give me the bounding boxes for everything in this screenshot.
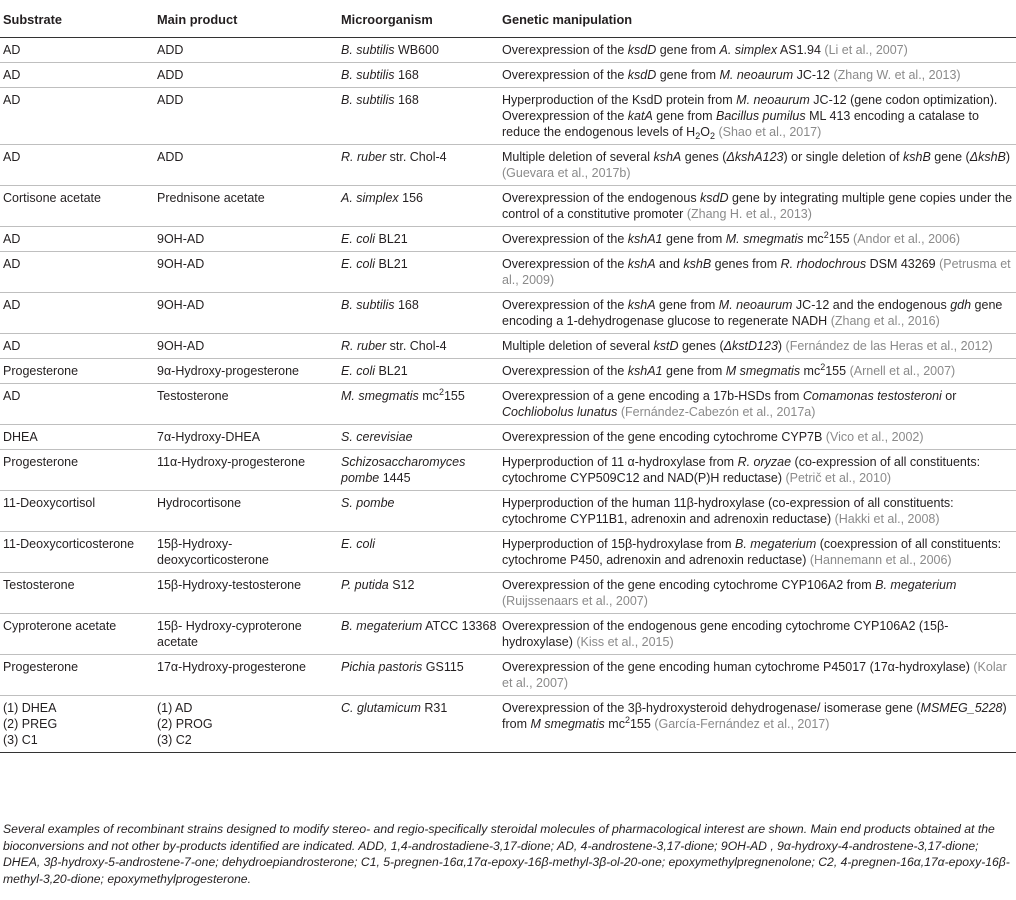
text-run: Overexpression of the endogenous gene encoding cytochrome CYP106A2 (15β-hydroxylase) — [502, 619, 949, 649]
product-cell: 9OH-AD — [154, 293, 338, 334]
substrate-cell: Cortisone acetate — [0, 186, 154, 227]
italic-text: A. simplex — [341, 191, 399, 205]
header-microorganism: Microorganism — [341, 12, 433, 27]
italic-text: kstD — [653, 339, 679, 353]
italic-text: M smegmatis — [530, 717, 605, 731]
italic-text: B. megaterium — [875, 578, 957, 592]
text-run: Hyperproduction of 15β-hydroxylase from — [502, 537, 735, 551]
microorganism-cell — [338, 614, 499, 655]
text-run: gene by integrating multiple gene copies under the control of a constitutive promoter — [502, 191, 1013, 221]
citation-link: (Li et al., 2007) — [824, 43, 908, 57]
table-body — [0, 38, 1016, 753]
substrate-cell: AD — [0, 63, 154, 88]
italic-text: kshB — [683, 257, 712, 271]
table-row — [0, 696, 1016, 753]
product-cell: 9OH-AD — [154, 252, 338, 293]
text-run: 155 — [825, 364, 850, 378]
microorganism-cell — [338, 252, 499, 293]
text-run: JC-12 — [793, 68, 834, 82]
superscript: 2 — [438, 387, 444, 397]
microorganism-cell — [338, 293, 499, 334]
genetic-manipulation-cell — [499, 532, 1016, 573]
text-run: WB600 — [394, 43, 439, 57]
substrate-cell: Progesterone — [0, 655, 154, 696]
header-substrate: Substrate — [3, 12, 63, 27]
citation-link: (Fernández de las Heras et al., 2012) — [785, 339, 993, 353]
text-run: S12 — [388, 578, 415, 592]
substrate-cell: AD — [0, 38, 154, 63]
microorganism-cell — [338, 186, 499, 227]
table-row — [0, 145, 1016, 186]
superscript: 2 — [823, 230, 829, 240]
substrate-cell: AD — [0, 384, 154, 425]
product-line: (1) AD — [157, 701, 193, 715]
text-run: Overexpression of a gene encoding a 17b-HSDs from — [502, 389, 803, 403]
table-row — [0, 227, 1016, 252]
italic-text: M. neoaurum — [719, 68, 794, 82]
table-footnote: Several examples of recombinant strains designed to modify stereo- and regio-specifically steroidal molecules of pharmacological interest are shown. Main end products obtained at the bioconversions and not other by-products identified are indicated. ADD, 1,4-androstadiene-3,17-dione; AD, 4-androstene-3,17-dione; 9OH-AD , 9α-hydroxy-4-androstene-3,17-dione; DHEA, 3β-hydroxy-5-androstene-7-one; dehydroepiandrosterone; C1, 5-pregnen-16α,17α-epoxy-16β-methyl-3β-ol-20-one; epoxymethylpregnenolone; C2, 4-pregnen-16α,17α-epoxy-16β-methyl-3,20-dione; epoxymethylprogesterone. — [3, 822, 1010, 886]
product-cell: 15β-Hydroxy-testosterone — [154, 573, 338, 614]
italic-text: S. pombe — [341, 496, 395, 510]
italic-text: B. subtilis — [341, 43, 395, 57]
citation-link: (Zhang W. et al., 2013) — [833, 68, 961, 82]
product-cell: 15β- Hydroxy-cyproterone acetate — [154, 614, 338, 655]
text-run: Overexpression of the gene encoding cytochrome CYP7B — [502, 430, 826, 444]
substrate-cell: AD — [0, 88, 154, 145]
table-row — [0, 334, 1016, 359]
italic-text: P. putida — [341, 578, 389, 592]
microorganism-cell — [338, 655, 499, 696]
italic-text: A. simplex — [719, 43, 778, 57]
text-run: mc — [418, 389, 439, 403]
italic-text: Cochliobolus lunatus — [502, 405, 618, 419]
genetic-manipulation-cell — [499, 573, 1016, 614]
citation-link: (Petrusma et al., 2009) — [502, 257, 1011, 287]
italic-text: M. smegmatis — [341, 389, 419, 403]
italic-text: kshA1 — [627, 232, 663, 246]
italic-text: kshA — [627, 298, 656, 312]
product-cell: 15β-Hydroxy-deoxycorticosterone — [154, 532, 338, 573]
text-run: gene encoding a 1-dehydrogenase glucose to regenerate NADH — [502, 298, 1003, 328]
text-run: genes ( — [681, 150, 727, 164]
text-run: mc — [604, 717, 625, 731]
table-row — [0, 88, 1016, 145]
genetic-manipulation-cell — [499, 696, 1016, 753]
genetic-manipulation-cell — [499, 252, 1016, 293]
text-run: O — [700, 125, 710, 139]
table-row — [0, 573, 1016, 614]
genetic-manipulation-cell — [499, 334, 1016, 359]
italic-text: ksdD — [627, 43, 657, 57]
text-run: gene from — [655, 298, 719, 312]
product-cell: 9OH-AD — [154, 334, 338, 359]
text-run: ATCC 13368 — [422, 619, 497, 633]
substrate-cell: AD — [0, 227, 154, 252]
genetic-manipulation-cell — [499, 145, 1016, 186]
genetic-manipulation-cell — [499, 359, 1016, 384]
italic-text: Comamonas testosteroni — [802, 389, 942, 403]
text-run: 155 — [629, 717, 655, 731]
microorganism-cell — [338, 450, 499, 491]
italic-text: Bacillus pumilus — [716, 109, 806, 123]
text-run: Multiple deletion of several — [502, 339, 654, 353]
citation-link: (Shao et al., 2017) — [718, 125, 822, 139]
genetic-manipulation-cell — [499, 186, 1016, 227]
text-run: ) from — [502, 701, 1007, 731]
text-run: DSM 43269 — [866, 257, 940, 271]
table-row — [0, 614, 1016, 655]
genetic-manipulation-cell — [499, 425, 1016, 450]
genetic-manipulation-cell — [499, 655, 1016, 696]
italic-text: ΔkstD123 — [723, 339, 778, 353]
italic-text: kshB — [903, 150, 931, 164]
text-run: Overexpression of the gene encoding human cytochrome P45017 (17α-hydroxylase) — [502, 660, 974, 674]
text-run: Overexpression of the 3β-hydroxysteroid dehydrogenase/ isomerase gene ( — [502, 701, 921, 715]
table-row — [0, 384, 1016, 425]
citation-link: (Hakki et al., 2008) — [834, 512, 940, 526]
substrate-cell: 11-Deoxycortisol — [0, 491, 154, 532]
text-run: ) — [777, 339, 786, 353]
citation-link: (Kolar et al., 2007) — [502, 660, 1007, 690]
italic-text: B. subtilis — [341, 68, 395, 82]
text-run: BL21 — [375, 257, 408, 271]
microorganism-cell — [338, 63, 499, 88]
genetic-manipulation-cell — [499, 38, 1016, 63]
text-run: 168 — [394, 93, 419, 107]
table-row — [0, 450, 1016, 491]
text-run: 155 — [443, 389, 465, 403]
text-run: or — [941, 389, 957, 403]
citation-link: (Zhang H. et al., 2013) — [686, 207, 812, 221]
italic-text: Pichia pastoris — [341, 660, 423, 674]
substrate-line: (2) PREG — [3, 717, 58, 731]
italic-text: M. neoaurum — [718, 298, 793, 312]
substrate-cell: Testosterone — [0, 573, 154, 614]
microorganism-cell — [338, 532, 499, 573]
substrate-cell: 11-Deoxycorticosterone — [0, 532, 154, 573]
substrate-cell: AD — [0, 334, 154, 359]
microorganism-cell — [338, 88, 499, 145]
superscript: 2 — [820, 362, 826, 372]
text-run: 155 — [828, 232, 854, 246]
product-cell: 11α-Hydroxy-progesterone — [154, 450, 338, 491]
microorganism-cell — [338, 696, 499, 753]
text-run: genes from — [711, 257, 781, 271]
italic-text: kshA — [627, 257, 656, 271]
italic-text: kshA1 — [627, 364, 663, 378]
text-run: gene from — [662, 364, 726, 378]
italic-text: ΔkshA123 — [726, 150, 784, 164]
text-run: BL21 — [375, 232, 408, 246]
text-run: and — [655, 257, 684, 271]
italic-text: R. ruber — [341, 150, 387, 164]
text-run: gene from — [662, 232, 726, 246]
italic-text: kshA — [653, 150, 682, 164]
genetic-manipulation-cell — [499, 491, 1016, 532]
microorganism-cell — [338, 491, 499, 532]
substrate-line: (1) DHEA — [3, 701, 57, 715]
italic-text: ksdD — [700, 191, 729, 205]
product-cell: 9OH-AD — [154, 227, 338, 252]
microorganism-cell — [338, 573, 499, 614]
text-run: Multiple deletion of several — [502, 150, 654, 164]
product-cell: Testosterone — [154, 384, 338, 425]
italic-text: B. megaterium — [341, 619, 423, 633]
text-run: gene from — [656, 43, 720, 57]
header-main-product: Main product — [157, 12, 238, 27]
table-row — [0, 655, 1016, 696]
italic-text: ΔkshB — [969, 150, 1006, 164]
table-header-row — [0, 0, 1016, 38]
product-cell — [154, 696, 338, 753]
text-run: gene ( — [930, 150, 970, 164]
italic-text: M. smegmatis — [725, 232, 804, 246]
substrate-cell: AD — [0, 252, 154, 293]
text-run: Overexpression of the — [502, 298, 628, 312]
text-run: Overexpression of the — [502, 257, 628, 271]
italic-text: R. rhodochrous — [780, 257, 867, 271]
table-row — [0, 425, 1016, 450]
table-row — [0, 63, 1016, 88]
text-run: 168 — [394, 68, 419, 82]
text-run: AS1.94 — [777, 43, 825, 57]
text-run: mc — [800, 364, 821, 378]
italic-text: gdh — [950, 298, 972, 312]
genetic-manipulation-cell — [499, 227, 1016, 252]
italic-text: M. neoaurum — [736, 93, 810, 107]
text-run: (co-expression of all constituents: cytochrome CYP509C12 and NAD(P)H reductase) — [502, 455, 981, 485]
product-cell: Prednisone acetate — [154, 186, 338, 227]
product-cell: ADD — [154, 63, 338, 88]
table-row — [0, 38, 1016, 63]
table-row — [0, 491, 1016, 532]
genetic-manipulation-cell — [499, 450, 1016, 491]
genetic-manipulation-cell — [499, 384, 1016, 425]
citation-link: (Andor et al., 2006) — [853, 232, 961, 246]
table-row — [0, 186, 1016, 227]
substrate-cell: Cyproterone acetate — [0, 614, 154, 655]
italic-text: B. subtilis — [341, 298, 395, 312]
italic-text: E. coli — [341, 232, 376, 246]
text-run: str. Chol-4 — [386, 339, 447, 353]
italic-text: M smegmatis — [725, 364, 801, 378]
genetic-manipulation-cell — [499, 88, 1016, 145]
text-run: R31 — [420, 701, 448, 715]
text-run: str. Chol-4 — [386, 150, 447, 164]
text-run: ) or single deletion of — [783, 150, 903, 164]
product-cell: 7α-Hydroxy-DHEA — [154, 425, 338, 450]
substrate-cell: AD — [0, 293, 154, 334]
italic-text: S. cerevisiae — [341, 430, 413, 444]
citation-link: (Guevara et al., 2017b) — [502, 166, 631, 180]
text-run: genes ( — [678, 339, 724, 353]
text-run: 1445 — [379, 471, 411, 485]
citation-link: (Petrič et al., 2010) — [785, 471, 892, 485]
citation-link: (Vico et al., 2002) — [825, 430, 924, 444]
italic-text: B. subtilis — [341, 93, 395, 107]
text-run: Overexpression of the endogenous — [502, 191, 701, 205]
text-run: Overexpression of the — [502, 364, 628, 378]
italic-text: Schizosaccharomyces pombe — [341, 455, 466, 485]
substrate-cell — [0, 696, 154, 753]
superscript: 2 — [624, 715, 630, 725]
italic-text: R. oryzae — [737, 455, 792, 469]
citation-link: (Ruijssenaars et al., 2007) — [502, 594, 648, 608]
text-run: Overexpression of the gene encoding cytochrome CYP106A2 from — [502, 578, 876, 592]
text-run: ) — [1005, 150, 1011, 164]
italic-text: C. glutamicum — [341, 701, 421, 715]
text-run: BL21 — [375, 364, 408, 378]
microorganism-cell — [338, 425, 499, 450]
italic-text: E. coli — [341, 257, 376, 271]
italic-text: R. ruber — [341, 339, 387, 353]
italic-text: MSMEG_5228 — [920, 701, 1003, 715]
text-run: gene from — [656, 68, 720, 82]
microorganism-cell — [338, 384, 499, 425]
italic-text: E. coli — [341, 537, 376, 551]
citation-link: (Hannemann et al., 2006) — [809, 553, 952, 567]
citation-link: (García-Fernández et al., 2017) — [654, 717, 830, 731]
genetic-manipulation-cell — [499, 63, 1016, 88]
microorganism-cell — [338, 334, 499, 359]
italic-text: ksdD — [627, 68, 657, 82]
citation-link: (Zhang et al., 2016) — [830, 314, 940, 328]
table-row — [0, 532, 1016, 573]
text-run: JC-12 (gene codon optimization). Overexpression of the — [502, 93, 998, 123]
italic-text: B. megaterium — [735, 537, 817, 551]
genetic-manipulation-cell — [499, 293, 1016, 334]
product-cell: ADD — [154, 38, 338, 63]
microorganism-cell — [338, 38, 499, 63]
substrate-line: (3) C1 — [3, 733, 38, 747]
text-run: Overexpression of the — [502, 43, 628, 57]
microorganism-cell — [338, 227, 499, 252]
product-cell: ADD — [154, 88, 338, 145]
text-run: Hyperproduction of 11 α-hydroxylase from — [502, 455, 738, 469]
italic-text: E. coli — [341, 364, 376, 378]
product-line: (3) C2 — [157, 733, 192, 747]
italic-text: katA — [627, 109, 653, 123]
table-row — [0, 252, 1016, 293]
text-run: GS115 — [422, 660, 464, 674]
substrate-cell: Progesterone — [0, 359, 154, 384]
subscript: 2 — [695, 131, 701, 141]
table-row — [0, 359, 1016, 384]
header-genetic-manipulation: Genetic manipulation — [502, 12, 633, 27]
citation-link: (Fernández-Cabezón et al., 2017a) — [620, 405, 816, 419]
substrate-cell: Progesterone — [0, 450, 154, 491]
product-cell: Hydrocortisone — [154, 491, 338, 532]
product-cell: 17α-Hydroxy-progesterone — [154, 655, 338, 696]
text-run: Hyperproduction of the KsdD protein from — [502, 93, 737, 107]
text-run: Hyperproduction of the human 11β-hydroxylase (co-expression of all constituents: cytochrome CYP11B1, adrenoxin and adrenoxin reductase) — [502, 496, 954, 526]
text-run: gene from — [652, 109, 717, 123]
text-run: JC-12 and the endogenous — [792, 298, 951, 312]
text-run: ML 413 encoding a catalase to reduce the endogenous levels of H — [502, 109, 979, 139]
substrate-cell: AD — [0, 145, 154, 186]
table-row — [0, 293, 1016, 334]
substrate-cell: DHEA — [0, 425, 154, 450]
text-run: (coexpression of all constituents: cytochrome P450, adrenoxin and adrenoxin reductase) — [502, 537, 1002, 567]
text-run: 168 — [394, 298, 419, 312]
subscript: 2 — [709, 131, 715, 141]
text-run: 156 — [398, 191, 423, 205]
text-run: mc — [803, 232, 824, 246]
citation-link: (Arnell et al., 2007) — [849, 364, 956, 378]
genetic-manipulation-cell — [499, 614, 1016, 655]
product-cell: ADD — [154, 145, 338, 186]
text-run: Overexpression of the — [502, 68, 628, 82]
microorganism-cell — [338, 145, 499, 186]
microorganism-cell — [338, 359, 499, 384]
citation-link: (Kiss et al., 2015) — [576, 635, 674, 649]
product-cell: 9α-Hydroxy-progesterone — [154, 359, 338, 384]
product-line: (2) PROG — [157, 717, 213, 731]
text-run: Overexpression of the — [502, 232, 628, 246]
